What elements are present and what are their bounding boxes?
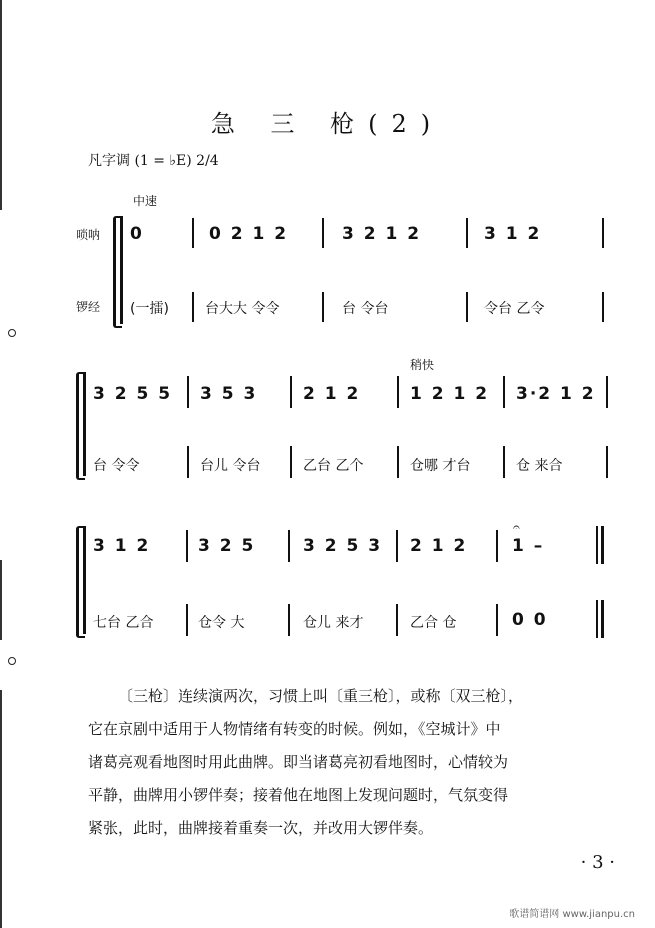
melody-measure: 3 2 5: [198, 536, 256, 556]
melody-measure: 3 2 5 5: [93, 384, 173, 404]
barline: [186, 604, 188, 636]
key-signature: 凡字调 (1 = ♭E) 2/4: [88, 153, 219, 169]
binding-hole-icon: [8, 657, 16, 665]
melody-measure: 3 1 2: [93, 536, 151, 556]
barline: [466, 292, 468, 322]
final-barline: [596, 526, 598, 564]
melody-measure: 3·2 1 2: [516, 384, 596, 404]
barline: [503, 376, 505, 408]
system-barline: [83, 526, 86, 634]
melody-measure: 3 2 5 3: [303, 536, 383, 556]
barline: [396, 604, 398, 636]
barline: [606, 446, 608, 478]
barline: [192, 292, 194, 322]
barline: [396, 530, 398, 562]
barline: [602, 218, 604, 248]
percussion-measure: 仓儿 来才: [303, 615, 364, 631]
barline: [288, 530, 290, 562]
final-barline: [601, 600, 604, 638]
percussion-measure: 仓 来合: [516, 458, 563, 474]
percussion-measure: (一擂): [130, 301, 169, 317]
watermark: 歌谱简谱网 www.jianpu.cn: [509, 909, 635, 920]
tempo-marking: 中速: [133, 194, 158, 208]
system-barline: [120, 216, 123, 324]
percussion-measure: 仓哪 才台: [410, 458, 471, 474]
barline: [397, 446, 399, 478]
barline: [503, 446, 505, 478]
melody-measure: 1 –: [512, 536, 545, 556]
final-barline: [601, 526, 604, 564]
barline: [192, 218, 194, 248]
melody-measure: 0 2 1 2: [209, 224, 289, 244]
instrument-label: 锣经: [76, 300, 101, 314]
melody-measure: 1 2 1 2: [410, 384, 490, 404]
binding-edge: [0, 690, 2, 928]
melody-measure: 0: [130, 224, 144, 244]
percussion-measure: 仓令 大: [198, 615, 245, 631]
melody-measure: 3 1 2: [484, 224, 542, 244]
barline: [288, 604, 290, 636]
percussion-measure: 乙台 乙个: [303, 458, 364, 474]
page-number: · 3 ·: [580, 852, 615, 873]
barline: [606, 376, 608, 408]
percussion-measure: 台 令台: [342, 301, 389, 317]
description-paragraph: [88, 680, 618, 845]
paragraph-line: 诸葛亮观看地图时用此曲牌。即当诸葛亮初看地图时，心情较为: [88, 753, 509, 771]
fermata-icon: 𝄐: [513, 520, 520, 534]
instrument-label: 唢呐: [76, 228, 101, 242]
binding-hole-icon: [8, 329, 16, 337]
melody-measure: 2 1 2: [303, 384, 361, 404]
percussion-measure: 台儿 令台: [200, 458, 261, 474]
barline: [466, 218, 468, 248]
page-title: 急 三 枪(2): [210, 110, 445, 138]
barline: [322, 292, 324, 322]
paragraph-line: 平静，曲牌用小锣伴奏；接着他在地图上发现问题时，气氛变得: [88, 786, 509, 804]
barline: [290, 446, 292, 478]
paragraph-line: 紧张，此时，曲牌接着重奏一次，并改用大锣伴奏。: [88, 819, 434, 837]
system-barline: [83, 372, 86, 476]
percussion-measure: 七台 乙合: [93, 615, 154, 631]
melody-measure: 2 1 2: [410, 536, 468, 556]
barline: [496, 530, 498, 562]
melody-measure: 3 5 3: [200, 384, 258, 404]
barline: [186, 530, 188, 562]
percussion-measure: 台 令令: [93, 458, 140, 474]
percussion-measure: 乙合 仓: [410, 615, 457, 631]
melody-measure: 3 2 1 2: [342, 224, 422, 244]
barline: [322, 218, 324, 248]
barline: [187, 376, 189, 408]
binding-edge: [0, 560, 2, 640]
barline: [290, 376, 292, 408]
barline: [496, 604, 498, 636]
percussion-measure: 台大大 令令: [205, 301, 280, 317]
percussion-measure: 令台 乙令: [484, 301, 545, 317]
paragraph-line: 它在京剧中适用于人物情绪有转变的时候。例如，《空城计》中: [88, 720, 501, 738]
barline: [602, 292, 604, 322]
final-barline: [596, 600, 598, 638]
percussion-measure: 0 0: [512, 610, 548, 630]
tempo-marking: 稍快: [410, 358, 435, 372]
paragraph-line: 〔三枪〕连续演两次，习惯上叫〔重三枪〕，或称〔双三枪〕，: [118, 687, 524, 705]
barline: [187, 446, 189, 478]
barline: [397, 376, 399, 408]
